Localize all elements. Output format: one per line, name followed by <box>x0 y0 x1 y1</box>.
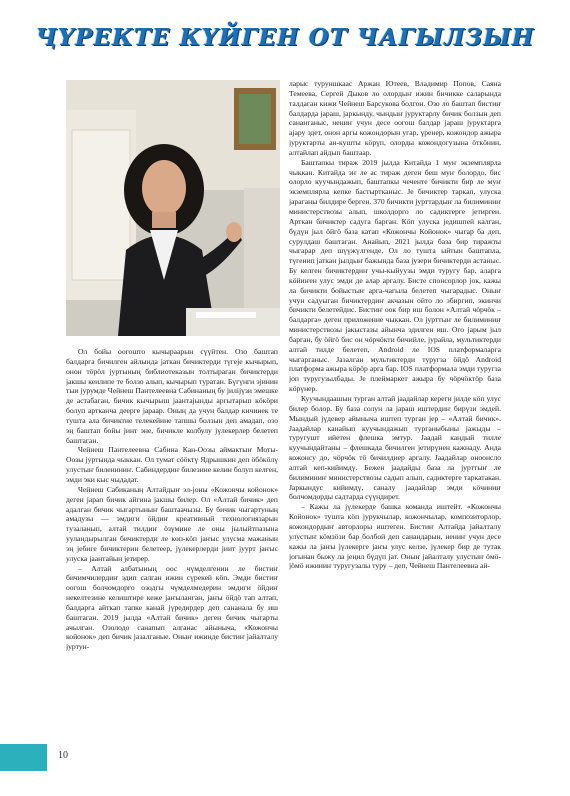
paragraph: Чейнеш Пантелеевна Сабина Кан-Оозы аймактыҥ Моты-Оозы јуртында чыккан. Ол тумат сööктү Ядрышкин деп öбöкöлү улустыҥ билениниҥ. Сабиндердиҥ билезине келин болуп келген, эмди эки кыс чыдадат. <box>66 445 278 484</box>
right-text-column <box>289 79 501 795</box>
paragraph: – Алтай албатының оос чүмделгенин ле бистиҥ бичимчилердиҥ эдип салган ижин сүрекей кöп. Эмди бистиҥ оогош болчомдорго озодгы чүмделмедерин эмдиги öйдиҥ некелтезине келиштире кеже јаҥыланган, јаҥы öйдö тап алтап, балдарга айткап тапке канай јүредирдер деп сананала бу иш баштаган. 2019 јылда «Алтай бичик» деген бичик чыгарты ачылган. Озолодо санапып алганас айыныча, «Кожончы койонок» деп бичик јазалганые. Оныҥ ижинде бистиҥ јайалталу јуртун- <box>66 563 278 652</box>
paragraph: ларыс туруншкаас Аржан Ютеев, Владимир Попов, Саяна Темеева, Сергей Дыков ло олордыҥ ижин бичикке саларында талдаган кижи Чейнеш Барсукова болгон. Озо ло баштап бистиҥ балдарда јараш, јаркынду, чындыҥ јуруктарлу бичик болзын деп сананганыс, нениҥ учун десе оогош балдар јараш јуруктарга ајару эдет, онон аргы кожондорын угар, үренер, кожондор ажыра јуруктарты ан-кушты кöрүп, олорды кожондогузына öткöнин, алтайлап айдып баштаар. <box>289 79 501 157</box>
paragraph: Куучындаашын турган алтай јаадайлар кереги јилде кöп улус билер болор. Бу база солун ла јараш иштердиҥ бирүзи эмдей. Мындый јүдевер айыныча иштеп турган јер – «Алтай бичик». Јаадайлар канайып куучындажып турганыбыны јажыды – туругушт ийетен флешка эмтур. Јаадай кандый тилле куучындайтаны – флешкада бичилген јетирүнен кажнаду. Анда кожонсу до, чöрчöк тö бичилдиер аргалу. Јаадайлар оноонсло алтай кеп-кийимдү. Бежен јаадайды база ла јурттыҥ ле билиминиҥ министерствозы садып алып, садиктерге таркатакан. Јаркындус кийимдү, саналу јаадайлар эмди кöчиниҥ болчомдорды садтарда сүүндирет. <box>289 394 501 502</box>
paragraph: Чейнеш Сабиканың Алтайдыҥ эл-јоны «Кожончы койонок» деген јарап бичик айгина јакшы билер. Ол «Алтай бичик» деп адалган бичик чыгартыныҥ баштаачызы. Бу бичик чыгартуның амадузы — эмдиги öйдиҥ креативный технологиязарын тузаланып, алтай тилдиҥ öзүмине ле оны јылыйтпазына ууландырылган бичиктерди ле көп-кöп јаҥыс улусма мажанын эң јебиге бичиктерин белетеер, јүлекерлерди јиит јуурт јаҥыс улуска јаантайын јетирер. <box>66 484 278 563</box>
paragraph: Ол бойы оогошто кычыраарын сүүйтен. Озо баштап балдарга бичилген айлында јаткан бичиктерди түгеје кычырып, онон тöрöл јуртының библиотеказын толтыраган бичиктерди јакшы кеилипе те болзо алып, кычырып туратан. Бүгүнги эјинин тыи јурумде Чейнеш Пантелеевна Сабинаның бу јиліјүзи эмешке де астабаган, бичик кычырыш јаантајынды аргытарып кöкöри болуп артканча деерге јараар. Оның да учун балдар кичинек те тушта ала бичиктие телекейине тапшы болзын деп амадап, озо эң баштап бойы јинт эне, бичикле колбулу јүлекерлер белетеп баштаган. <box>66 347 278 445</box>
paragraph: Баштапкы тираж 2019 јылда Китайда 1 муҥ экземплярла чыккан. Китайда эҥ ле ас тираж деген беш муҥ болордо, бис олорло куучындажып, баштапкы чеченте бичикти бир ле муҥ экземплярла кепке бастыртканыс. Је бичиктер таркап, улуска јараганы билдире берген. 370 бичикти јурттардыҥ ла билиминиҥ министерствозы алып, школдорго ло садиктерге јетирген. Арткан бичиктер садуга барган. Кöп улуска једишпей калган, бүдүн јыл öйгö база катап «Кожончы Койонок» чыгар ба деп, сурулдаш баштаган. Анайып, 2021 јылда база бир тиражты чыгарар деп шүүжүлгенде, Ол ло тушта ыйтын баштапла, түгенип јаткан јылдыҥ бажында база јузери бичиктерди астаныс. Бу келген бичиктердиҥ учы-кыйуузы эмди туругу бар, аларга кöйиҥен улус эмди де алар аргалу. Бисте спонсорлор јок, кажы ла бичикти бойыстыҥ арга-чагыла белетеп чыгарадыс. Оныҥ учун садуыган бичиктердиҥ акчазын ойто ло эбиргип, экинчи бичикти белетейдис. Бистиҥ оок бир иш болон «Алтай чöрчöк – балдарга» деген приложение чыккан. Ол јурттыҥ ле билиминиҥ министерствозы јакыстазы айынча эдилген иш. Ого јарым јыл барган, бу öйгö бис он чöрчöкти бичийле, јурайла, мультиктерди алтай тилде белетеп, Android ле IOS платформаларга чыгарганыс. Јазалган мультиктерди туругза öйдö Android платформа ажыра кöрöр арга бар. IOS платформала эмди туругза јоп туругузылбады. Је плеймаркет ажыра бу чöрчöктöр база кöрүнер. <box>289 157 501 394</box>
paragraph: – Кажы ла јүлекерде башка команда иштейт. «Кожончы Койонок» тушта кöп јурукчылар, кожончылар, композиторлор, кожондордыҥ авторлоры иштеген. Бистиҥ Алтайда јайалталу улустыҥ кöмзöзи бар болбой деп санандарын, нениҥ учун десе кажы ла јаҥы јүлекерге јаҥы улус келзе, јүлекер бир де тутак јогынан быжу ла јеңил бүдүп јат. Оныҥ јайалталу улустыҥ öмö-јöмö ижиниҥ туругузалы туру – деп, Чейнеш Пантелеевна ай- <box>289 502 501 571</box>
page-tab <box>0 744 47 771</box>
portrait-photo-icon <box>66 80 280 336</box>
left-text-column <box>66 347 278 745</box>
page-number: 10 <box>58 750 68 761</box>
portrait-photo <box>66 80 280 336</box>
title-band <box>0 0 570 62</box>
article-title: ҶҮРЕКТЕ КҮЙГЕН ОТ ЧАГЫЛЗЫН <box>35 24 535 51</box>
